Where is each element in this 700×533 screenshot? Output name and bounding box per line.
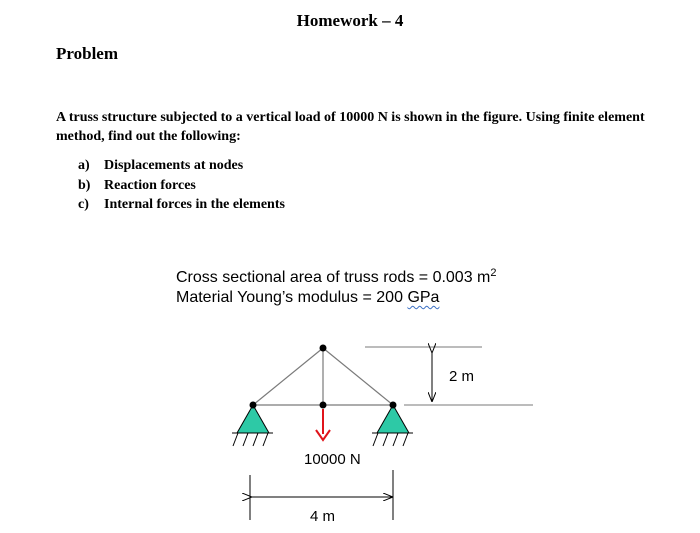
area-value: 0.003 m [432,269,491,286]
node-left [250,402,257,409]
modulus-unit: GPa [407,289,440,306]
list-marker: b) [78,177,91,193]
right-pin-support [372,405,413,446]
list-item-text: Displacements at nodes [104,158,244,173]
list-item-text: Internal forces in the elements [104,197,285,212]
right-support-triangle [377,405,409,433]
node-middle [320,402,327,409]
truss-members [253,348,393,405]
modulus-label: Material Young’s modulus [176,289,359,306]
list-item-text: Reaction forces [104,177,196,193]
member-left-diagonal [253,348,323,405]
load-arrow [316,409,330,440]
list-marker: c) [78,197,89,212]
left-pin-support [232,405,273,446]
page-title: Homework – 4 [296,11,404,30]
right-ground-hatch [373,433,408,446]
modulus-value: 200 [376,289,403,306]
node-right [390,402,397,409]
area-label: Cross sectional area of truss rods [176,269,415,286]
node-top [320,345,327,352]
section-heading: Problem [56,44,119,63]
height-label: 2 m [449,368,475,385]
list-marker: a) [78,158,90,173]
load-label: 10000 N [304,451,361,468]
modulus-line: Material Young’s modulus = 200 GPa [176,289,440,306]
left-ground-hatch [233,433,268,446]
area-line: Cross sectional area of truss rods = 0.003 $m^2$ [176,267,497,286]
left-support-triangle [237,405,269,433]
span-label: 4 m [310,508,336,525]
problem-statement: A truss structure subjected to a vertical load of 10000 N is shown in the figure. Using finite element method, find out the following: [56,110,645,144]
member-right-diagonal [323,348,393,405]
area-exponent: 2 [490,267,497,279]
